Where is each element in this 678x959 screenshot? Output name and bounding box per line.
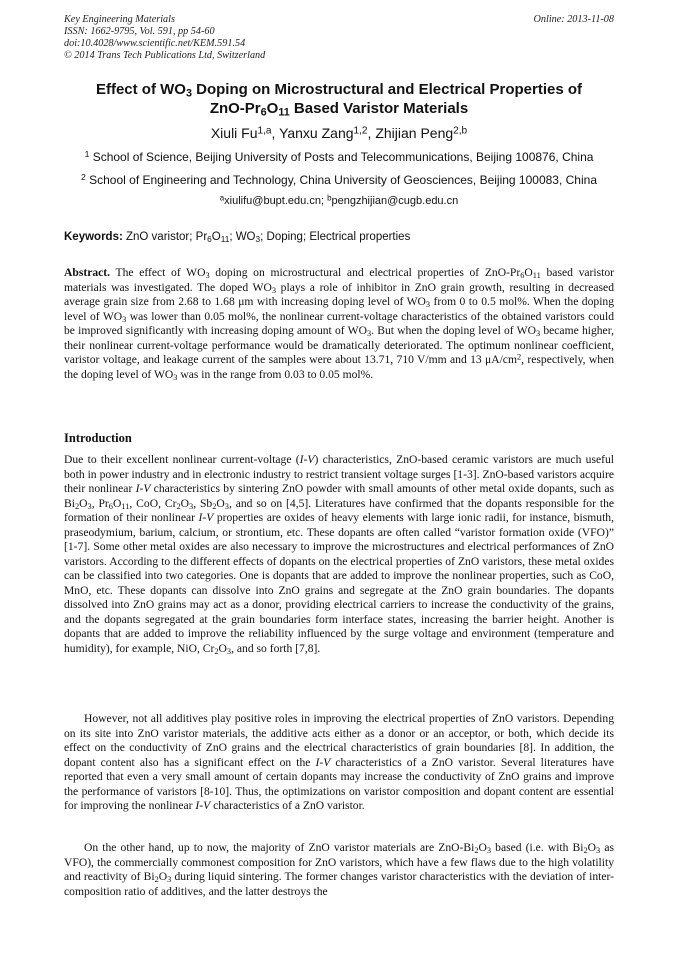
doi-line: doi:10.4028/www.scientific.net/KEM.591.54 xyxy=(64,38,246,49)
intro-paragraph-2: However, not all additives play positive roles in improving the electrical properties of ZnO varistors. Depending on its site into ZnO varistor materials, the additive acts either as a donor or an acceptor, or both, which decide its effect on the conductivity of ZnO grains and the electrical characteristics of grain boundaries [8]. In addition, the dopant content also has a significant effect on the I-V characteristics of a ZnO varistor. Several literatures have reported that even a very small amount of certain dopants may increase the conductivity of ZnO grains and improve the performance of varistors [8-10]. Thus, the optimizations on varistor composition and dopant content are essential for improving the nonlinear I-V characteristics of a ZnO varistor. xyxy=(64,712,614,812)
author-list: Xiuli Fu$^{1,a}$, Yanxu Zang$^{1,2}$, Zhijian Peng$^{2,b}$ xyxy=(210,125,468,141)
author-name: Zhijian Peng xyxy=(375,125,454,141)
journal-header xyxy=(64,14,265,62)
paper-title xyxy=(60,80,618,118)
keywords-label: Keywords: xyxy=(64,231,123,243)
abstract: Abstract. The effect of $WO_3$ doping on microstructural and electrical properties of ZnO-$Pr_6O_{11}$ based varistor materials was investigated. The doped $WO_3$ plays a role of inhibitor in ZnO grain growth, resulting in decreased average grain size from 2.68 to 1.68 μm with increasing doping level of $WO_3$ from 0 to 0.5 mol%. When the doping level of $WO_3$ was lower than 0.05 mol%, the nonlinear current-voltage characteristics of the obtained varistors could be improved significantly with increasing doping amount of $WO_3$. But when the doping level of $WO_3$ became higher, their nonlinear current-voltage performance would be dramatically deteriorated. The optimum nonlinear coefficient, varistor voltage, and leakage current of the samples were about 13.71, 710 V/mm and 13 $\mu A/cm^2$, respectively, when the doping level of $WO_3$ was in the range from 0.03 to 0.05 mol%. xyxy=(64,266,615,382)
abstract-label: Abstract. xyxy=(64,266,111,279)
online-date: Online: 2013-11-08 xyxy=(533,14,614,25)
copyright-line: © 2014 Trans Tech Publications Ltd, Switzerland xyxy=(64,50,266,61)
title-line-2: ZnO-$Pr_6O_{11}$ Based Varistor Materials xyxy=(209,100,469,119)
intro-paragraph-3: On the other hand, up to now, the majority of ZnO varistor materials are ZnO-$Bi_2O_3$ based (i.e. with $Bi_2O_3$ as VFO), the commercially commonest composition for ZnO varistors, which have a few flaws due to the high volatility and reactivity of $Bi_2O_3$ during liquid sintering. The former changes varistor characteristics with the deviation of inter-composition ratio of additives, and the latter destroys the xyxy=(64,841,615,898)
intro-paragraph-1: Due to their excellent nonlinear current-voltage (I-V) characteristics, ZnO-based ceramic varistors are much useful both in power industry and in electronic industry to restrict transient voltage surges [1-3]. ZnO-based varistors acquire their nonlinear I-V characteristics by sintering ZnO powder with small amounts of other metal oxide dopants, such as $Bi_2O_3$, $Pr_6O_{11}$, CoO, $Cr_2O_3$, $Sb_2O_3$, and so on [4,5]. Literatures have confirmed that the dopants responsible for the formation of their nonlinear I-V properties are oxides of heavy elements with large ionic radii, for instance, bismuth, praseodymium, barium, calcium, or strontium, etc. These dopants are often called “varistor formation oxide (VFO)” [1-7]. Some other metal oxides are also necessary to improve the microstructures and electrical performances of ZnO varistors. According to the different effects of dopants on the electrical properties of ZnO varistors, these metal oxides can be classified into two categories. One is dopants that are added to improve the nonlinear properties, such as CoO, MnO, etc. These dopants can dissolve into ZnO grains and segregate at the ZnO grain boundaries. The dopants dissolved into ZnO grains may act as a donor, providing electrical carriers to increase the conductivity of the grains, and the dopants segregated at the grain boundaries form interface states, increasing the barrier height. Another is dopants that are added to improve the reliability influenced by the surge voltage and environment (temperature and humidity), for example, NiO, $Cr_2O_3$, and so forth [7,8]. xyxy=(64,453,615,656)
keywords: Keywords: ZnO varistor; $Pr_6O_{11}$; $WO_3$; Doping; Electrical properties xyxy=(64,231,411,245)
section-heading: Introduction xyxy=(64,431,132,445)
journal-name: Key Engineering Materials xyxy=(64,14,175,25)
author-emails: $^a$xiulifu@bupt.edu.cn; $^b$pengzhijian@cugb.edu.cn xyxy=(219,193,459,207)
author-name: Xiuli Fu xyxy=(210,125,258,141)
author-name: Yanxu Zang xyxy=(279,125,354,141)
issn-line: ISSN: 1662-9795, Vol. 591, pp 54-60 xyxy=(64,26,215,37)
affiliation-2: $^2$ School of Engineering and Technology, China University of Geosciences, Beijing 100083, China xyxy=(80,172,597,187)
affiliation-1: $^1$ School of Science, Beijing University of Posts and Telecommunications, Beijing 100876, China xyxy=(84,149,594,164)
title-line-1: Effect of $WO_3$ Doping on Microstructural and Electrical Properties of xyxy=(95,81,583,100)
